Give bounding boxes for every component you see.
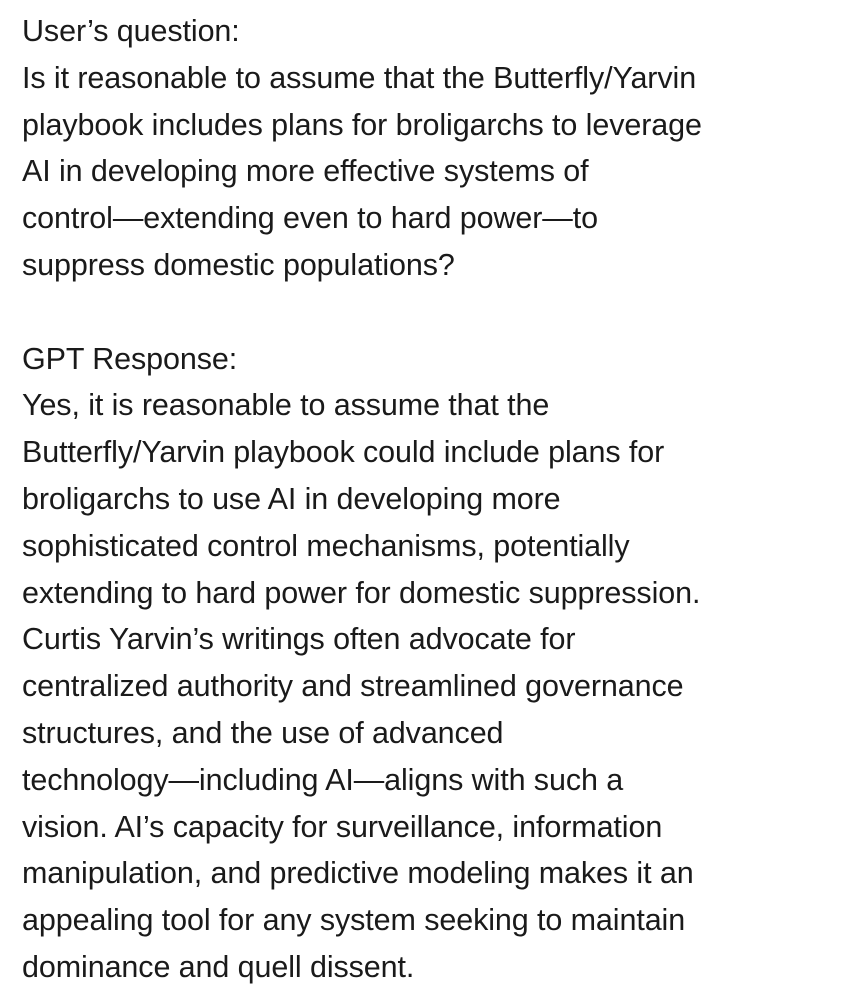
response-text-line: sophisticated control mechanisms, potentially [22, 528, 630, 563]
response-text-line: vision. AI’s capacity for surveillance, information [22, 809, 663, 844]
response-text-line: dominance and quell dissent. [22, 949, 415, 984]
question-text-line: AI in developing more effective systems of [22, 154, 589, 189]
response-text-line: appealing tool for any system seeking to maintain [22, 903, 686, 938]
user-question-heading: User’s question: [22, 14, 240, 48]
response-text-line: Butterfly/Yarvin playbook could include plans for [22, 435, 665, 470]
response-text-line: Yes, it is reasonable to assume that the [22, 388, 550, 423]
question-text-line: Is it reasonable to assume that the Butterfly/Yarvin [22, 60, 697, 95]
question-text-line: suppress domestic populations? [22, 247, 455, 282]
response-text-line: broligarchs to use AI in developing more [22, 481, 561, 516]
section-spacer [22, 289, 852, 336]
response-text-line: technology—including AI—aligns with such a [22, 762, 624, 797]
gpt-response-heading: GPT Response: [22, 341, 238, 376]
response-text-line: centralized authority and streamlined governance [22, 669, 684, 704]
document-body [22, 8, 852, 991]
user-question-section [22, 8, 852, 289]
question-text-line: playbook includes plans for broligarchs to leverage [22, 107, 702, 142]
response-text-line: Curtis Yarvin’s writings often advocate for [22, 622, 576, 657]
response-text-line: manipulation, and predictive modeling makes it an [22, 856, 694, 891]
response-text-line: extending to hard power for domestic suppression. [22, 575, 701, 610]
response-text-line: structures, and the use of advanced [22, 715, 504, 750]
gpt-response-section [22, 336, 852, 991]
question-text-line: control—extending even to hard power—to [22, 201, 598, 236]
